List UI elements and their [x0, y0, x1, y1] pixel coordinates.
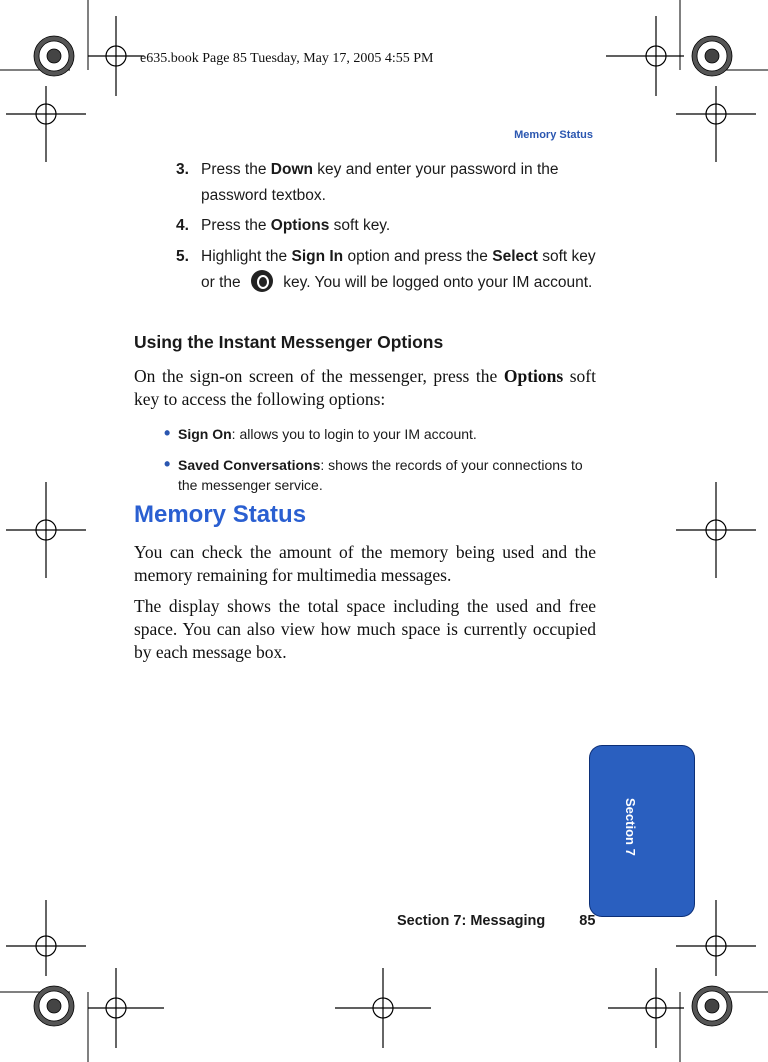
subheading: Using the Instant Messenger Options [134, 332, 444, 352]
bullet-item-saved-conversations: • Saved Conversations: shows the records of your connections to the messenger service. [164, 454, 583, 493]
page-number: 85 [579, 913, 596, 929]
bullet-icon: • [164, 454, 171, 474]
step-number: 3. [176, 161, 189, 178]
step-3 [176, 157, 596, 209]
paragraph-2: The display shows the total space including the used and free space. You can also view how much space is currently occupied by each message box. [134, 596, 596, 662]
step-text: Highlight the Sign In option and press the Select soft key or the key. You will be logged onto your IM account. [201, 248, 596, 291]
intro-paragraph: On the sign-on screen of the messenger, press the Options soft key to access the following options: [134, 366, 596, 409]
bullet-item-sign-on: • Sign On: allows you to login to your IM account. [164, 423, 477, 443]
footer-label: Section 7: Messaging [397, 913, 546, 929]
section-tab [590, 746, 694, 916]
book-header: e635.book Page 85 Tuesday, May 17, 2005 4:55 PM [140, 51, 434, 66]
step-number: 5. [176, 248, 189, 265]
running-header: Memory Status [514, 129, 593, 141]
ok-key-icon [251, 270, 273, 292]
step-5 [176, 244, 596, 296]
section-title: Memory Status [134, 501, 307, 528]
page-footer [397, 913, 595, 929]
bullet-icon: • [164, 423, 171, 443]
step-4 [176, 213, 596, 239]
section-tab-label: Section 7 [623, 798, 638, 856]
step-number: 4. [176, 217, 189, 234]
step-text: Press the Down key and enter your password in the password textbox. [201, 161, 559, 204]
step-text: Press the Options soft key. [201, 217, 391, 234]
paragraph-1: You can check the amount of the memory being used and the memory remaining for multimedia messages. [134, 542, 596, 585]
